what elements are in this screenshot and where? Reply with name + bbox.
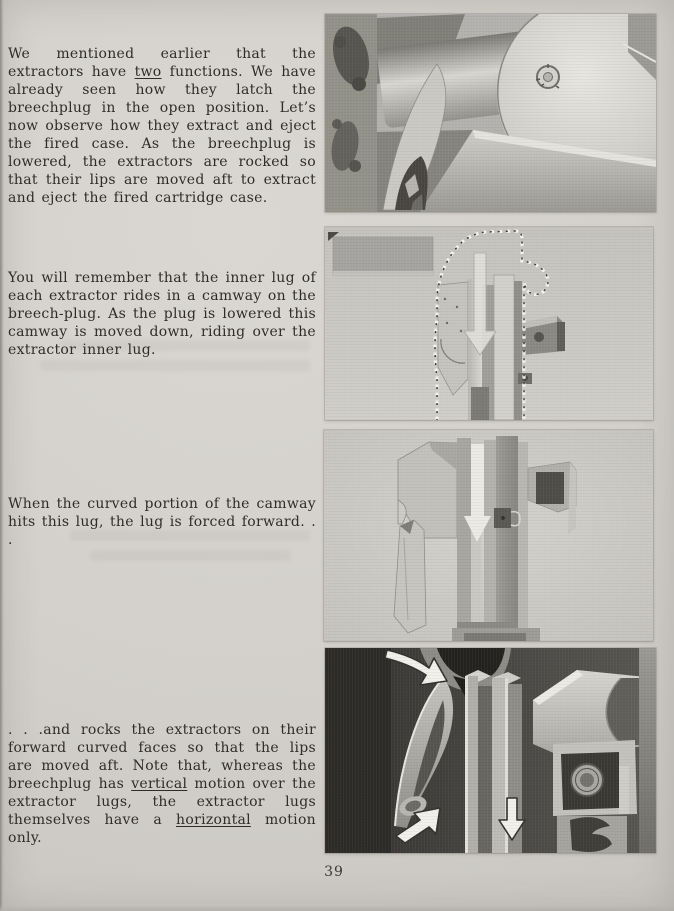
underlined-word-vertical: vertical: [131, 776, 188, 792]
page-scan-bottom-edge: [0, 906, 674, 911]
breechplug-outline-illustration: [325, 227, 653, 420]
paragraph-text: We mentioned earlier that the extractors have: [8, 46, 316, 80]
ink-bleed-through: [90, 550, 290, 561]
breech-photo-illustration: [325, 14, 656, 212]
paragraph-text: functions. We have already seen how they latch the breechplug in the open position. Let’s now observe how they extract and eject the fired case. As the breechplug is lowered, the extractors are rocked so that their lips are moved aft to extract and eject the fired cartridge case.: [8, 64, 316, 206]
figure-breech-mechanism-photo: [325, 14, 656, 212]
figure-camway-lowered-photo: [324, 430, 653, 641]
page-scan-left-edge: [0, 0, 4, 911]
figure-breechplug-outline-photo: [325, 227, 653, 420]
ink-bleed-through: [40, 360, 310, 371]
paragraph-inner-lug-camway: You will remember that the inner lug of each extractor rides in a camway on the breech-plug. As the plug is lowered this camway is moved down, riding over the extractor inner lug.: [8, 270, 316, 358]
paragraph-extractor-functions: [8, 45, 316, 207]
paragraph-text: motion over the extractor lugs, the extractor lugs themselves have a: [8, 776, 316, 828]
page-number: 39: [324, 864, 344, 880]
figure-extractor-cutaway-drawing: [325, 648, 656, 853]
paragraph-rocks-extractors: [8, 721, 316, 847]
paragraph-text: . . .and rocks the extractors on their forward curved faces so that the lips are moved aft. Note that, whereas the breechplug has: [8, 722, 316, 792]
paragraph-curved-portion: When the curved portion of the camway hits this lug, the lug is forced forward. . .: [8, 496, 316, 548]
paragraph-text: motion only.: [8, 812, 317, 846]
underlined-word-horizontal: horizontal: [176, 812, 251, 828]
camway-lowered-illustration: [324, 430, 653, 641]
extractor-cutaway-illustration: [325, 648, 656, 853]
underlined-word-two: two: [134, 64, 162, 80]
